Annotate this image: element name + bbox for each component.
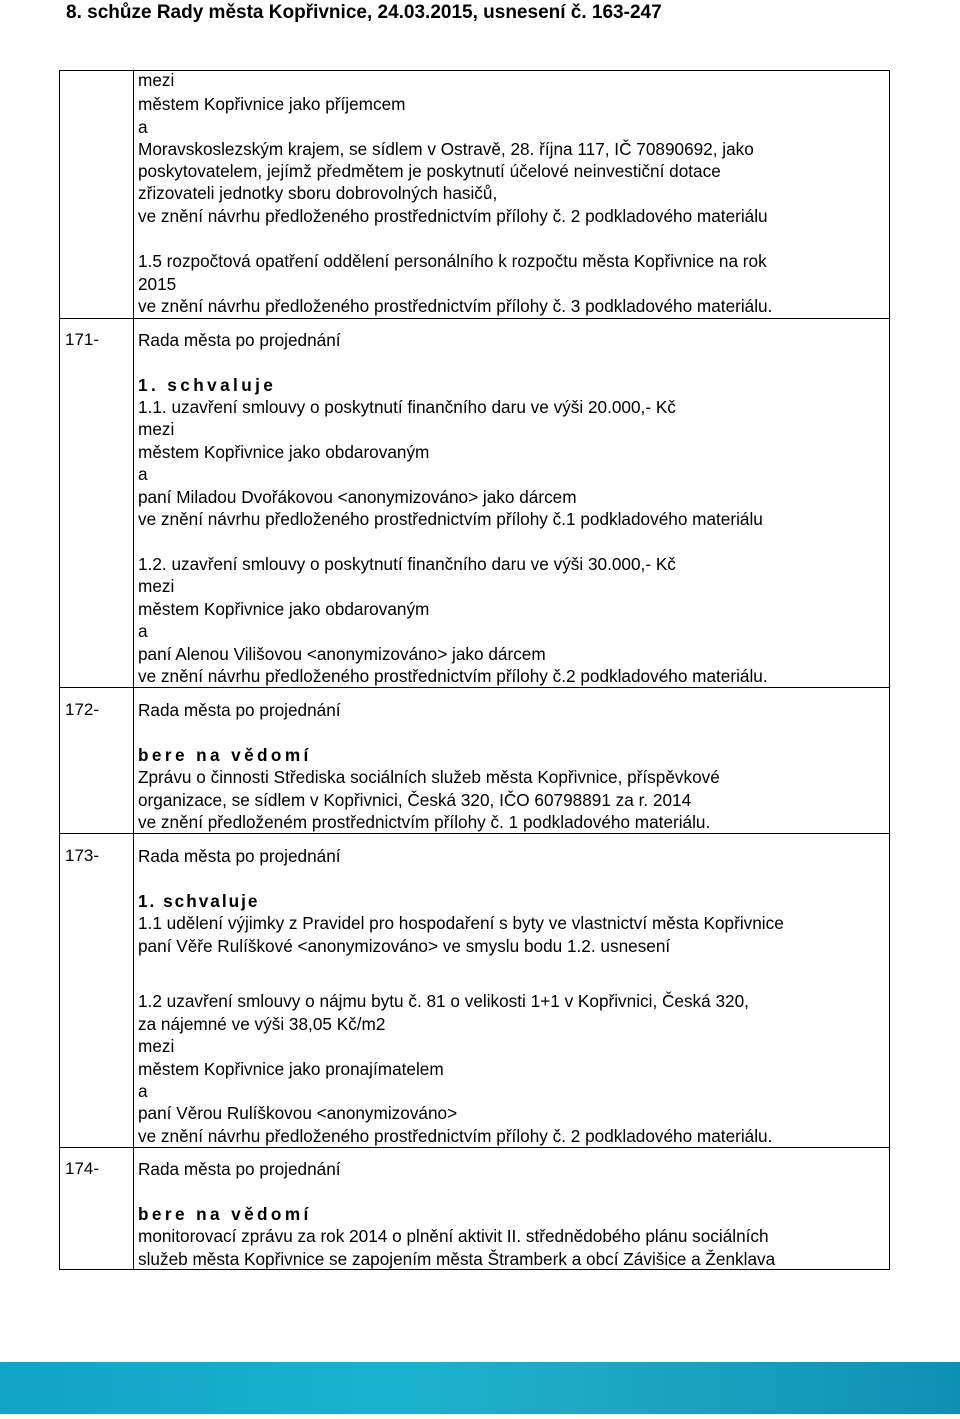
text-line: a xyxy=(138,621,148,641)
row-divider xyxy=(59,318,890,319)
resolution-number: 171- xyxy=(65,330,100,349)
row-divider xyxy=(59,833,890,834)
text-line: monitorovací zprávu za rok 2014 o plnění aktivit II. střednědobého plánu sociálních xyxy=(138,1226,769,1246)
text-line: ve znění návrhu předloženého prostřednictvím přílohy č. 3 podkladového materiálu. xyxy=(138,296,773,316)
text-line: 1.5 rozpočtová opatření oddělení personálního k rozpočtu města Kopřivnice na rok xyxy=(138,251,767,271)
row-divider xyxy=(59,687,890,688)
text-line: městem Kopřivnice jako příjemcem xyxy=(138,94,406,114)
text-line: organizace, se sídlem v Kopřivnici, Česká 320, IČO 60798891 za r. 2014 xyxy=(138,790,692,810)
resolution-number: 172- xyxy=(65,700,100,719)
column-divider xyxy=(133,70,134,1270)
text-line: mezi xyxy=(138,70,175,90)
text-line: Rada města po projednání xyxy=(138,1159,341,1179)
text-line: městem Kopřivnice jako obdarovaným xyxy=(138,599,430,619)
text-line: paní Věře Rulíškové <anonymizováno> ve smyslu bodu 1.2. usnesení xyxy=(138,936,671,956)
text-line: Moravskoslezským krajem, se sídlem v Ostravě, 28. října 117, IČ 70890692, jako xyxy=(138,139,754,159)
text-line: ve znění návrhu předloženého prostřednictvím přílohy č. 2 podkladového materiálu. xyxy=(138,1126,773,1146)
text-line: za nájemné ve výši 38,05 Kč/m2 xyxy=(138,1014,386,1034)
resolution-verb: 1. schvaluje xyxy=(138,891,260,911)
text-line: ve znění návrhu předloženého prostřednictvím přílohy č.1 podkladového materiálu xyxy=(138,509,763,529)
text-line: Rada města po projednání xyxy=(138,700,341,720)
text-line: a xyxy=(138,117,148,137)
text-line: 2015 xyxy=(138,274,177,294)
text-line: služeb města Kopřivnice se zapojením města Štramberk a obcí Závišice a Ženklava xyxy=(138,1249,776,1269)
text-line: městem Kopřivnice jako pronajímatelem xyxy=(138,1059,444,1079)
resolution-verb: 1. schvaluje xyxy=(138,375,277,395)
text-line: paní Alenou Vilišovou <anonymizováno> jako dárcem xyxy=(138,644,546,664)
text-line: a xyxy=(138,1081,148,1101)
row-divider xyxy=(59,1147,890,1148)
text-line: paní Věrou Rulíškovou <anonymizováno> xyxy=(138,1103,458,1123)
text-line: paní Miladou Dvořákovou <anonymizováno> jako dárcem xyxy=(138,487,577,507)
text-line: Rada města po projednání xyxy=(138,330,341,350)
text-line: zřizovateli jednotky sboru dobrovolných hasičů, xyxy=(138,183,498,203)
resolution-verb: bere na vědomí xyxy=(138,745,312,765)
footer-color-bar xyxy=(0,1362,960,1414)
text-line: 1.1 udělení výjimky z Pravidel pro hospodaření s byty ve vlastnictví města Kopřivnice xyxy=(138,913,784,933)
text-line: mezi xyxy=(138,419,175,439)
text-line: ve znění návrhu předloženého prostřednictvím přílohy č.2 podkladového materiálu. xyxy=(138,666,768,686)
text-line: 1.2. uzavření smlouvy o poskytnutí finančního daru ve výši 30.000,- Kč xyxy=(138,554,676,574)
text-line: mezi xyxy=(138,1036,175,1056)
text-line: a xyxy=(138,464,148,484)
text-line: 1.2 uzavření smlouvy o nájmu bytu č. 81 o velikosti 1+1 v Kopřivnici, Česká 320, xyxy=(138,991,749,1011)
resolution-verb: bere na vědomí xyxy=(138,1204,312,1224)
text-line: ve znění návrhu předloženého prostřednictvím přílohy č. 2 podkladového materiálu xyxy=(138,206,768,226)
resolution-number: 174- xyxy=(65,1159,100,1178)
text-line: ve znění předloženém prostřednictvím přílohy č. 1 podkladového materiálu. xyxy=(138,812,711,832)
text-line: Rada města po projednání xyxy=(138,846,341,866)
text-line: mezi xyxy=(138,576,175,596)
text-line: 1.1. uzavření smlouvy o poskytnutí finančního daru ve výši 20.000,- Kč xyxy=(138,397,676,417)
text-line: městem Kopřivnice jako obdarovaným xyxy=(138,442,430,462)
text-line: Zprávu o činnosti Střediska sociálních služeb města Kopřivnice, příspěvkové xyxy=(138,767,720,787)
page-title: 8. schůze Rady města Kopřivnice, 24.03.2015, usnesení č. 163-247 xyxy=(66,2,662,23)
resolution-number: 173- xyxy=(65,846,100,865)
text-line: poskytovatelem, jejímž předmětem je poskytnutí účelové neinvestiční dotace xyxy=(138,161,721,181)
